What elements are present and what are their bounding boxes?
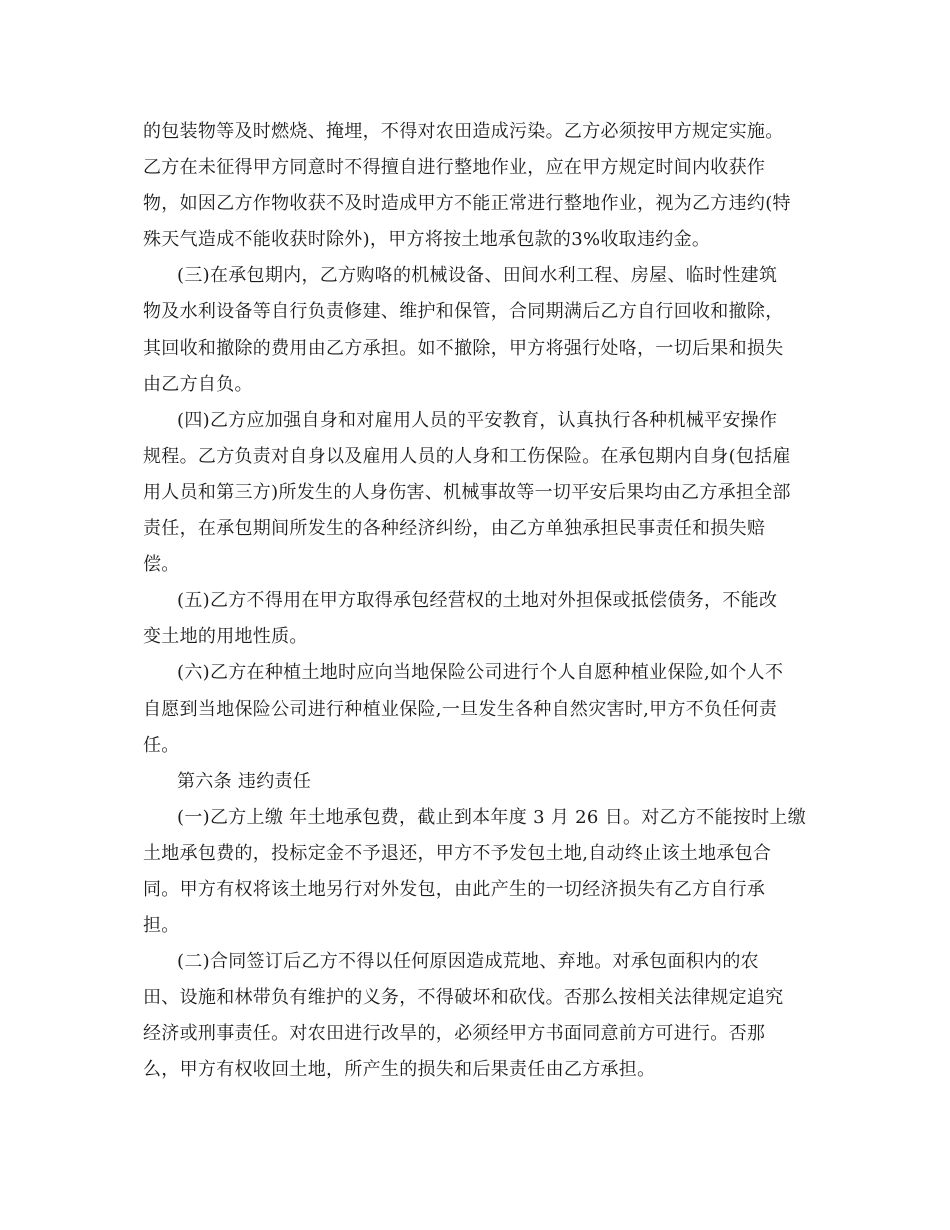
text-line: 同。甲方有权将该土地另行对外发包，由此产生的一切经济损失有乙方自行承 [143, 878, 766, 900]
text-line: 土地承包费的，投标定金不予退还，甲方不予发包土地,自动终止该土地承包合 [143, 842, 772, 864]
paragraph-start-line: (一)乙方上缴 年土地承包费，截止到本年度 3 月 26 日。对乙方不能按时上缴 [177, 806, 807, 828]
paragraph-start-line: (六)乙方在种植土地时应向当地保险公司进行个人自愿种植业保险,如个人不 [177, 662, 784, 684]
paragraph-start-line: (四)乙方应加强自身和对雇用人员的平安教育，认真执行各种机械平安操作 [177, 409, 778, 431]
text-line: 乙方在未征得甲方同意时不得擅自进行整地作业，应在甲方规定时间内收获作 [143, 157, 766, 179]
text-line: 规程。乙方负责对自身以及雇用人员的人身和工伤保险。在承包期内自身(包括雇 [143, 445, 791, 467]
section-heading: 第六条 违约责任 [177, 770, 312, 792]
text-line: 物，如因乙方作物收获不及时造成甲方不能正常进行整地作业，视为乙方违约(特 [143, 193, 791, 215]
text-line: 其回收和撤除的费用由乙方承担。如不撤除，甲方将强行处咯，一切后果和损失 [143, 337, 784, 359]
text-line: 任。 [143, 734, 180, 756]
text-line: 担。 [143, 915, 180, 937]
text-line: 由乙方自负。 [143, 373, 253, 395]
text-line: 自愿到当地保险公司进行种植业保险,一旦发生各种自然灾害时,甲方不负任何责 [143, 698, 778, 720]
text-line: 变土地的用地性质。 [143, 626, 308, 648]
text-line: 殊天气造成不能收获时除外)，甲方将按土地承包款的3%收取违约金。 [143, 229, 711, 251]
text-line: 用人员和第三方)所发生的人身伤害、机械事故等一切平安后果均由乙方承担全部 [143, 481, 791, 503]
document-body [143, 114, 811, 1089]
text-line: 么，甲方有权收回土地，所产生的损失和后果责任由乙方承担。 [143, 1059, 656, 1081]
text-line: 偿。 [143, 554, 180, 576]
text-line: 经济或刑事责任。对农田进行改旱的，必须经甲方书面同意前方可进行。否那 [143, 1023, 766, 1045]
paragraph-start-line: (五)乙方不得用在甲方取得承包经营权的土地对外担保或抵偿债务，不能改 [177, 590, 778, 612]
text-line: 的包装物等及时燃烧、掩埋，不得对农田造成污染。乙方必须按甲方规定实施。 [143, 121, 784, 142]
text-line: 田、设施和林带负有维护的义务，不得破坏和砍伐。否那么按相关法律规定追究 [143, 987, 784, 1009]
text-line: 责任，在承包期间所发生的各种经济纠纷，由乙方单独承担民事责任和损失赔 [143, 518, 766, 540]
paragraph-start-line: (三)在承包期内，乙方购咯的机械设备、田间水利工程、房屋、临时性建筑 [177, 265, 778, 287]
text-line: 物及水利设备等自行负责修建、维护和保管，合同期满后乙方自行回收和撤除， [143, 301, 784, 323]
paragraph-start-line: (二)合同签订后乙方不得以任何原因造成荒地、弃地。对承包面积内的农 [177, 951, 759, 973]
